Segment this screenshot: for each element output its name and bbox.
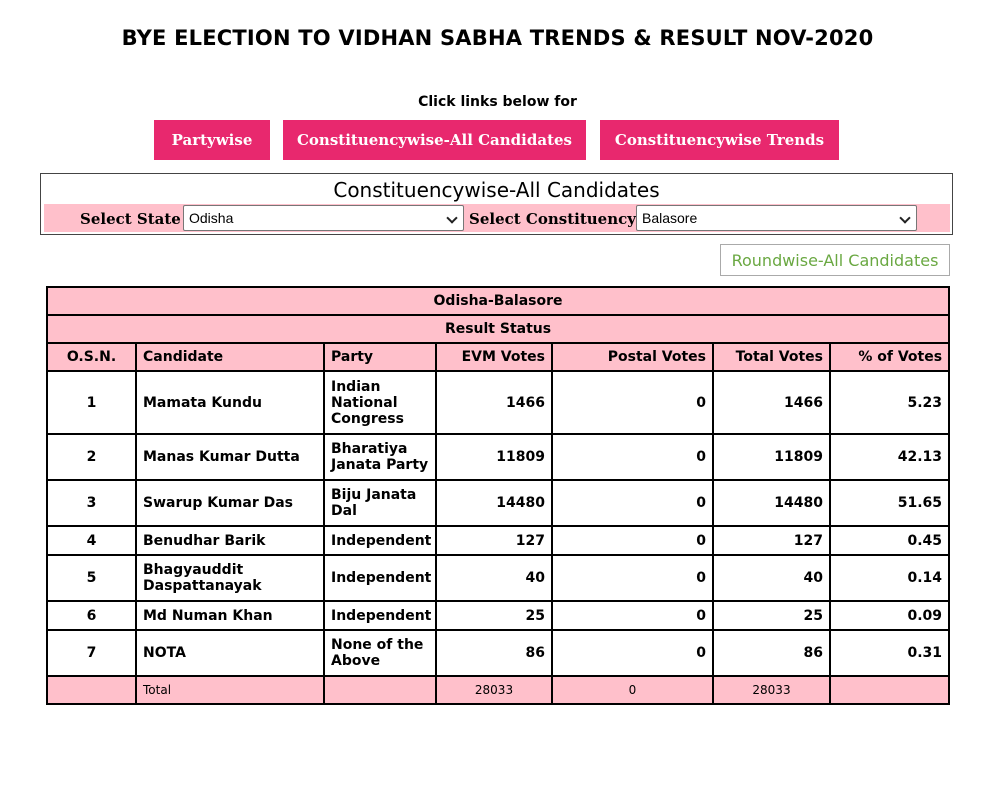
- chevron-down-icon: [899, 212, 910, 223]
- postal-votes-cell: 0: [552, 630, 713, 676]
- osn-cell: 1: [47, 371, 136, 434]
- postal-votes-cell: 0: [552, 555, 713, 601]
- evm-votes-cell: 14480: [436, 480, 552, 526]
- postal-votes-cell: 0: [552, 480, 713, 526]
- postal-votes-cell: 0: [552, 601, 713, 630]
- total-label: Total: [136, 676, 324, 704]
- osn-cell: 7: [47, 630, 136, 676]
- vote-percent-cell: 5.23: [830, 371, 949, 434]
- party-cell: None of the Above: [324, 630, 436, 676]
- select-constituency-label: Select Constituency: [469, 210, 636, 228]
- osn-cell: 6: [47, 601, 136, 630]
- page-title: BYE ELECTION TO VIDHAN SABHA TRENDS & RESULT NOV-2020: [121, 26, 874, 50]
- party-cell: Bharatiya Janata Party: [324, 434, 436, 480]
- vote-percent-cell: 42.13: [830, 434, 949, 480]
- table-row: [47, 601, 949, 630]
- column-header: Postal Votes: [552, 343, 713, 371]
- osn-cell: 2: [47, 434, 136, 480]
- vote-percent-cell: 51.65: [830, 480, 949, 526]
- evm-votes-cell: 40: [436, 555, 552, 601]
- evm-votes-cell: 86: [436, 630, 552, 676]
- table-row: [47, 434, 949, 480]
- total-votes-cell: 1466: [713, 371, 830, 434]
- evm-votes-cell: 25: [436, 601, 552, 630]
- click-links-caption: Click links below for: [418, 94, 577, 110]
- result-status-heading: Result Status: [47, 315, 949, 343]
- evm-votes-cell: 127: [436, 526, 552, 555]
- column-header: Candidate: [136, 343, 324, 371]
- table-row: [47, 480, 949, 526]
- candidate-cell: Bhagyauddit Daspattanayak: [136, 555, 324, 601]
- constituency-select[interactable]: [636, 205, 917, 231]
- party-cell: Independent: [324, 526, 436, 555]
- table-row: [47, 526, 949, 555]
- vote-percent-cell: 0.09: [830, 601, 949, 630]
- total-blank-cell: [324, 676, 436, 704]
- total-votes-cell: 25: [713, 601, 830, 630]
- chevron-down-icon: [446, 212, 457, 223]
- candidate-cell: Mamata Kundu: [136, 371, 324, 434]
- total-evm-votes: 28033: [436, 676, 552, 704]
- party-cell: Indian National Congress: [324, 371, 436, 434]
- constituencywise-all-candidates-button[interactable]: Constituencywise-All Candidates: [283, 120, 586, 160]
- column-header: Total Votes: [713, 343, 830, 371]
- partywise-button[interactable]: Partywise: [154, 120, 270, 160]
- total-votes-cell: 40: [713, 555, 830, 601]
- total-blank-cell: [830, 676, 949, 704]
- total-votes-cell: 14480: [713, 480, 830, 526]
- constituencywise-trends-button[interactable]: Constituencywise Trends: [600, 120, 839, 160]
- constituency-select-value: Balasore: [642, 210, 698, 226]
- column-header: EVM Votes: [436, 343, 552, 371]
- vote-percent-cell: 0.31: [830, 630, 949, 676]
- state-select[interactable]: [183, 205, 464, 231]
- total-votes-cell: 127: [713, 526, 830, 555]
- vote-percent-cell: 0.14: [830, 555, 949, 601]
- candidate-cell: Swarup Kumar Das: [136, 480, 324, 526]
- osn-cell: 3: [47, 480, 136, 526]
- total-row: [47, 676, 949, 704]
- party-cell: Biju Janata Dal: [324, 480, 436, 526]
- selection-panel: [40, 173, 953, 235]
- candidate-cell: Benudhar Barik: [136, 526, 324, 555]
- select-state-label: Select State: [80, 210, 181, 228]
- selection-row: [44, 204, 950, 232]
- candidate-cell: Md Numan Khan: [136, 601, 324, 630]
- osn-cell: 5: [47, 555, 136, 601]
- party-cell: Independent: [324, 555, 436, 601]
- results-table: [46, 286, 950, 705]
- roundwise-all-candidates-button[interactable]: Roundwise-All Candidates: [720, 244, 950, 276]
- candidate-cell: Manas Kumar Dutta: [136, 434, 324, 480]
- table-row: [47, 630, 949, 676]
- vote-percent-cell: 0.45: [830, 526, 949, 555]
- state-select-value: Odisha: [189, 210, 234, 226]
- column-header: O.S.N.: [47, 343, 136, 371]
- candidate-cell: NOTA: [136, 630, 324, 676]
- selection-panel-title: Constituencywise-All Candidates: [333, 178, 660, 202]
- total-blank-cell: [47, 676, 136, 704]
- total-votes: 28033: [713, 676, 830, 704]
- region-heading: Odisha-Balasore: [47, 287, 949, 315]
- postal-votes-cell: 0: [552, 371, 713, 434]
- total-votes-cell: 86: [713, 630, 830, 676]
- total-votes-cell: 11809: [713, 434, 830, 480]
- postal-votes-cell: 0: [552, 526, 713, 555]
- postal-votes-cell: 0: [552, 434, 713, 480]
- total-postal-votes: 0: [552, 676, 713, 704]
- table-row: [47, 371, 949, 434]
- table-row: [47, 555, 949, 601]
- column-header: Party: [324, 343, 436, 371]
- party-cell: Independent: [324, 601, 436, 630]
- osn-cell: 4: [47, 526, 136, 555]
- evm-votes-cell: 1466: [436, 371, 552, 434]
- evm-votes-cell: 11809: [436, 434, 552, 480]
- column-header: % of Votes: [830, 343, 949, 371]
